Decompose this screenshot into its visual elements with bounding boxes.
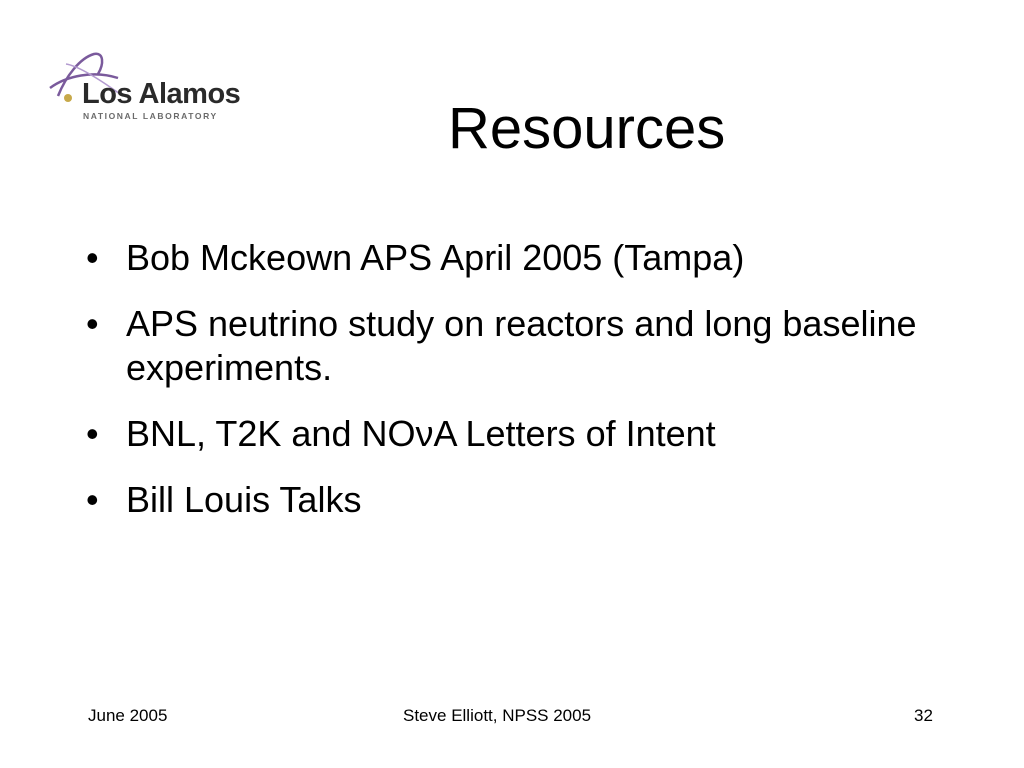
bullet-text: Bill Louis Talks <box>126 479 362 520</box>
bullet-text: BNL, T2K and NOνA Letters of Intent <box>126 413 716 454</box>
logo-dot <box>64 94 72 102</box>
slide-title: Resources <box>448 96 726 161</box>
page-number: 32 <box>914 706 933 725</box>
footer-author: Steve Elliott, NPSS 2005 <box>403 706 592 725</box>
bullet-text: APS neutrino study on reactors and long baseline experiments. <box>126 303 917 388</box>
los-alamos-logo <box>46 50 246 126</box>
list-item <box>86 412 946 456</box>
logo-subtitle: NATIONAL LABORATORY <box>83 111 218 121</box>
bullet-icon: • <box>86 413 99 454</box>
list-item <box>86 478 946 522</box>
bullet-icon: • <box>86 237 99 278</box>
bullet-icon: • <box>86 479 99 520</box>
footer-date: June 2005 <box>88 706 168 725</box>
bullet-text: Bob Mckeown APS April 2005 (Tampa) <box>126 237 745 278</box>
logo-name: Los Alamos <box>82 78 241 110</box>
list-item <box>86 236 946 280</box>
list-item <box>86 302 946 390</box>
bullet-list <box>86 236 946 544</box>
bullet-icon: • <box>86 303 99 344</box>
